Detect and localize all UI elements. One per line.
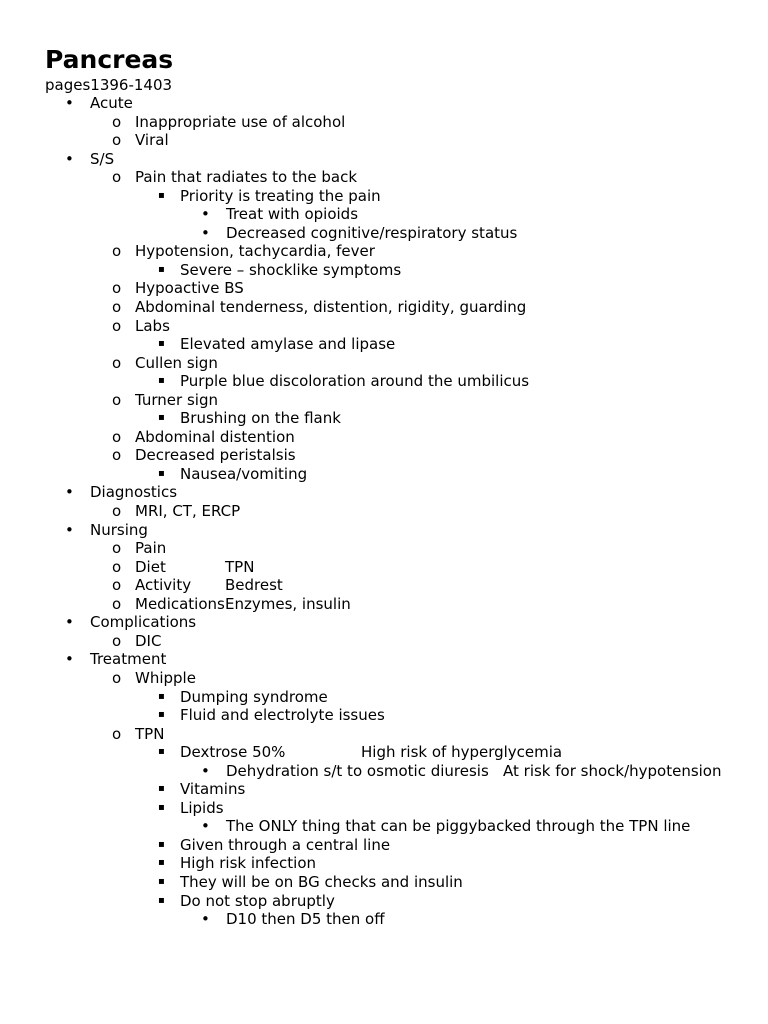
list-marker: o <box>112 502 122 521</box>
list-marker: o <box>112 131 122 150</box>
item-text: Complications <box>90 613 197 632</box>
outline-item-level-2 <box>45 131 745 150</box>
outline-item-level-3 <box>45 892 745 911</box>
item-tab-text: Bedrest <box>225 576 283 595</box>
list-marker: ▪ <box>158 801 165 813</box>
item-text: Purple blue discoloration around the umbilicus <box>180 372 530 391</box>
item-text: Brushing on the flank <box>180 409 341 428</box>
item-tab-text: TPN <box>225 557 255 576</box>
list-marker: ▪ <box>158 412 165 424</box>
outline-item-level-1 <box>45 483 745 502</box>
item-text: Diagnostics <box>90 483 178 502</box>
item-text: Treatment <box>90 650 167 669</box>
item-tab-text: High risk of hyperglycemia <box>361 743 563 762</box>
item-text: Elevated amylase and lipase <box>180 335 396 354</box>
item-text: The ONLY thing that can be piggybacked through the TPN line <box>226 817 691 836</box>
item-text: Whipple <box>135 668 196 687</box>
outline-item-level-2 <box>45 502 745 521</box>
item-text: High risk infection <box>180 854 317 873</box>
list-marker: o <box>112 594 122 613</box>
list-marker: ▪ <box>158 690 165 702</box>
outline-item-level-2 <box>45 113 745 132</box>
outline-item-level-1 <box>45 613 745 632</box>
outline-item-level-2 <box>45 595 745 614</box>
list-marker: ▪ <box>158 189 165 201</box>
outline-item-level-3 <box>45 780 745 799</box>
list-marker: o <box>112 353 122 372</box>
list-marker: • <box>65 94 74 112</box>
item-text: Dehydration s/t to osmotic diuresis <box>226 761 489 780</box>
list-marker: o <box>112 390 122 409</box>
outline-item-level-2 <box>45 669 745 688</box>
outline-item-level-4 <box>45 762 745 781</box>
item-text: Given through a central line <box>180 835 391 854</box>
item-text: Turner sign <box>135 390 218 409</box>
page-title: Pancreas <box>45 45 174 74</box>
list-marker: ▪ <box>158 338 165 350</box>
outline-item-level-3 <box>45 854 745 873</box>
outline-item-level-4 <box>45 910 745 929</box>
list-marker: o <box>112 557 122 576</box>
outline-item-level-2 <box>45 428 745 447</box>
item-text: Decreased cognitive/respiratory status <box>226 223 518 242</box>
item-text: Nausea/vomiting <box>180 464 308 483</box>
outline-item-level-2 <box>45 558 745 577</box>
item-text: Vitamins <box>180 780 246 799</box>
list-marker: o <box>112 576 122 595</box>
item-tab-text: Enzymes, insulin <box>225 594 351 613</box>
item-text: Labs <box>135 316 170 335</box>
outline-item-level-3 <box>45 836 745 855</box>
item-text: Medications <box>135 594 225 613</box>
list-marker: ▪ <box>158 838 165 850</box>
outline-item-level-3 <box>45 873 745 892</box>
item-text: TPN <box>135 724 165 743</box>
list-marker: o <box>112 316 122 335</box>
outline-item-level-2 <box>45 279 745 298</box>
outline-item-level-2 <box>45 446 745 465</box>
outline-item-level-3 <box>45 372 745 391</box>
outline-item-level-3 <box>45 335 745 354</box>
item-text: Fluid and electrolyte issues <box>180 706 385 725</box>
item-text: Acute <box>90 94 133 112</box>
list-marker: o <box>112 298 122 317</box>
list-marker: o <box>112 446 122 465</box>
item-text: DIC <box>135 631 162 650</box>
outline-item-level-2 <box>45 391 745 410</box>
item-text: Do not stop abruptly <box>180 891 335 910</box>
item-text: Hypotension, tachycardia, fever <box>135 242 375 261</box>
list-marker: ▪ <box>158 783 165 795</box>
outline-item-level-1 <box>45 650 745 669</box>
list-marker: • <box>201 910 210 929</box>
list-marker: ▪ <box>158 375 165 387</box>
item-text: Decreased peristalsis <box>135 446 296 465</box>
item-text: Lipids <box>180 798 224 817</box>
item-text: Nursing <box>90 520 148 539</box>
list-marker: o <box>112 539 122 558</box>
item-tab-text: At risk for shock/hypotension <box>503 761 722 780</box>
item-text: D10 then D5 then off <box>226 910 385 929</box>
item-text: Pain that radiates to the back <box>135 168 358 187</box>
list-marker: • <box>201 205 210 224</box>
outline-item-level-4 <box>45 817 745 836</box>
item-text: Cullen sign <box>135 353 218 372</box>
item-text: Inappropriate use of alcohol <box>135 112 346 131</box>
list-marker: ▪ <box>158 467 165 479</box>
outline-item-level-3 <box>45 743 745 762</box>
outline-item-level-3 <box>45 409 745 428</box>
list-marker: • <box>65 520 74 539</box>
list-marker: o <box>112 279 122 298</box>
outline-item-level-3 <box>45 688 745 707</box>
list-marker: • <box>65 650 74 669</box>
list-marker: ▪ <box>158 857 165 869</box>
list-marker: ▪ <box>158 263 165 275</box>
item-text: Treat with opioids <box>226 205 359 224</box>
outline-item-level-2 <box>45 632 745 651</box>
item-text: Hypoactive BS <box>135 279 244 298</box>
list-marker: o <box>112 427 122 446</box>
outline-item-level-2 <box>45 317 745 336</box>
outline-item-level-3 <box>45 261 745 280</box>
outline-item-level-2 <box>45 725 745 744</box>
item-text: Dumping syndrome <box>180 687 328 706</box>
outline-item-level-2 <box>45 298 745 317</box>
item-text: Abdominal tenderness, distention, rigidity, guarding <box>135 298 527 317</box>
outline-item-level-1 <box>45 521 745 540</box>
item-text: Activity <box>135 576 192 595</box>
item-text: Severe – shocklike symptoms <box>180 260 402 279</box>
item-text: Dextrose 50% <box>180 743 286 762</box>
list-marker: o <box>112 242 122 261</box>
list-marker: o <box>112 112 122 131</box>
item-text: They will be on BG checks and insulin <box>180 872 463 891</box>
outline-item-level-1 <box>45 94 745 113</box>
outline-item-level-2 <box>45 168 745 187</box>
list-marker: ▪ <box>158 894 165 906</box>
list-marker: • <box>65 149 74 168</box>
list-marker: ▪ <box>158 709 165 721</box>
list-marker: • <box>201 223 210 242</box>
outline-list <box>45 94 745 929</box>
list-marker: • <box>65 483 74 502</box>
item-text: Diet <box>135 557 166 576</box>
list-marker: ▪ <box>158 746 165 758</box>
item-text: Pain <box>135 539 167 558</box>
list-marker: o <box>112 724 122 743</box>
list-marker: • <box>201 817 210 836</box>
outline-item-level-3 <box>45 187 745 206</box>
outline-item-level-2 <box>45 539 745 558</box>
list-marker: o <box>112 668 122 687</box>
item-text: Priority is treating the pain <box>180 186 381 205</box>
list-marker: ▪ <box>158 875 165 887</box>
item-text: MRI, CT, ERCP <box>135 502 241 521</box>
outline-item-level-3 <box>45 799 745 818</box>
outline-item-level-3 <box>45 465 745 484</box>
item-text: Abdominal distention <box>135 427 295 446</box>
outline-item-level-4 <box>45 224 745 243</box>
item-text: Viral <box>135 131 169 150</box>
document-page <box>45 44 745 929</box>
list-marker: o <box>112 168 122 187</box>
outline-item-level-3 <box>45 706 745 725</box>
outline-item-level-2 <box>45 576 745 595</box>
outline-item-level-2 <box>45 354 745 373</box>
outline-item-level-1 <box>45 150 745 169</box>
list-marker: • <box>201 761 210 780</box>
outline-item-level-2 <box>45 242 745 261</box>
page-reference: pages1396-1403 <box>45 76 173 94</box>
outline-item-level-4 <box>45 205 745 224</box>
item-text: S/S <box>90 149 115 168</box>
list-marker: o <box>112 631 122 650</box>
list-marker: • <box>65 613 74 632</box>
